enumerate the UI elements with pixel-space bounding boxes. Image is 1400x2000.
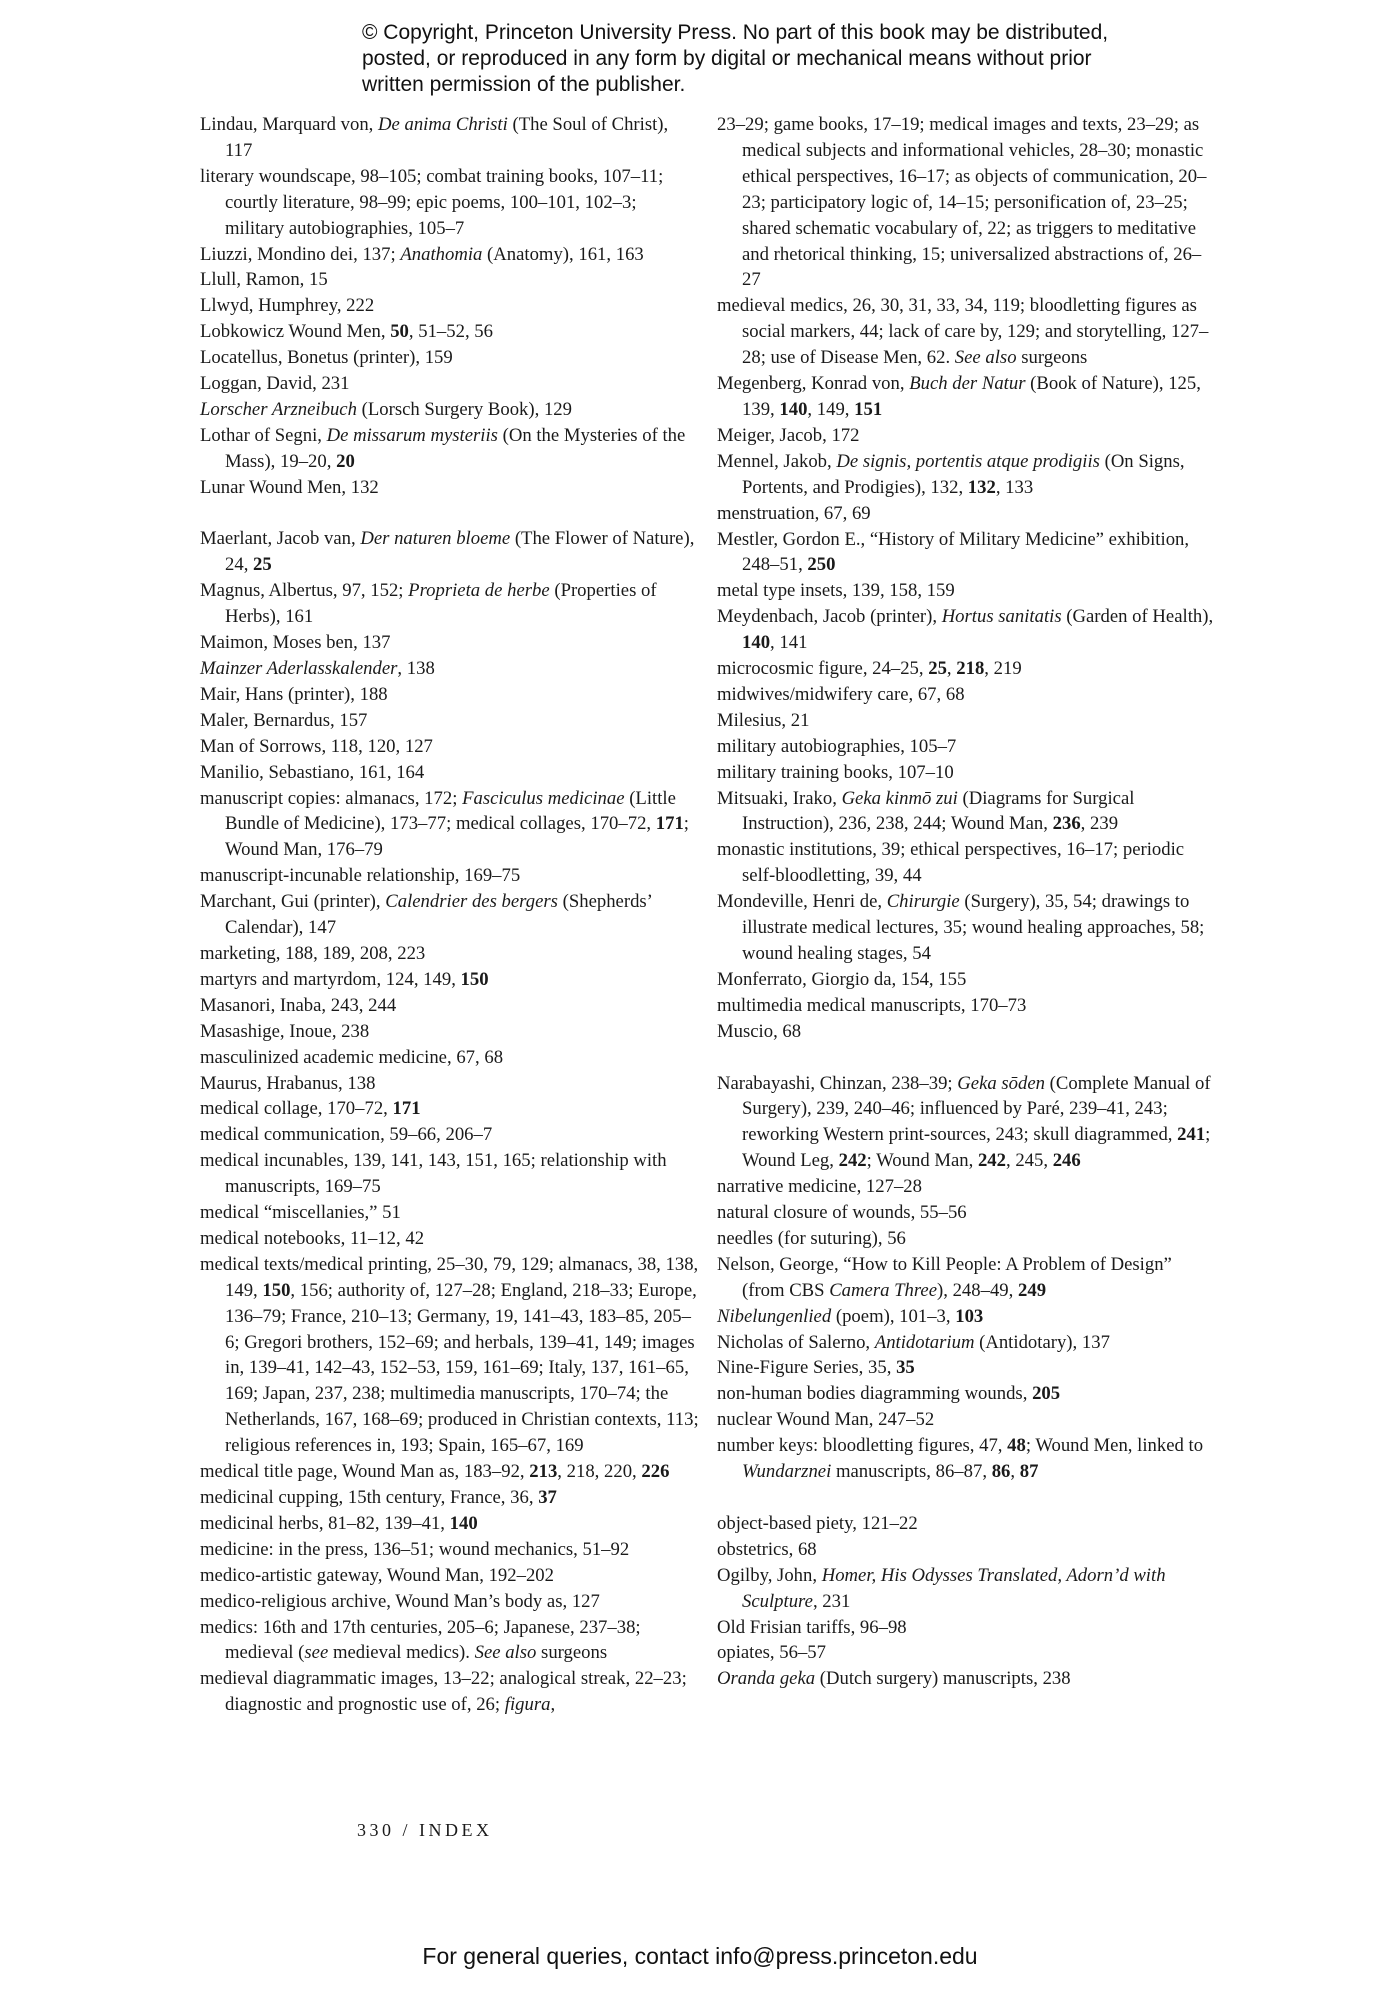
index-entry xyxy=(200,760,700,786)
index-entry xyxy=(200,1096,700,1122)
index-entry-text: Maler, Bernardus, 157 xyxy=(200,709,368,731)
index-entry xyxy=(200,371,700,397)
index-entry xyxy=(200,734,700,760)
index-entry-text: 132 xyxy=(967,476,996,498)
index-entry-text: ; Wound Leg, xyxy=(742,1124,1211,1172)
index-entry xyxy=(200,1019,700,1045)
index-entry-text: literary woundscape, 98–105; combat training books, 107–11; courtly literature, 98–99; epic poems, 100–101, 102–3; military autobiographies, 105–7 xyxy=(200,165,664,239)
index-entry-text: 37 xyxy=(538,1487,557,1509)
index-entry-text: Geka sōden xyxy=(957,1072,1045,1094)
index-entry xyxy=(717,1330,1217,1356)
index-entry-text: surgeons xyxy=(536,1642,608,1664)
index-entry xyxy=(200,242,700,268)
index-entry-text: 249 xyxy=(1018,1279,1047,1301)
index-entry-text: (Anatomy), 161, 163 xyxy=(482,243,644,265)
index-entry-text: multimedia medical manuscripts, 170–73 xyxy=(717,994,1027,1016)
index-entry xyxy=(717,1640,1217,1666)
index-entry xyxy=(200,1537,700,1563)
index-entry xyxy=(200,1226,700,1252)
index-entry-text: Proprieta de herbe xyxy=(408,580,550,602)
index-entry-text: (On Signs, Portents, and Prodigies), 132, xyxy=(742,450,1185,498)
index-entry-text: , 149, xyxy=(807,398,855,420)
index-entry-text: medical incunables, 139, 141, 143, 151, 165; relationship with manuscripts, 169–75 xyxy=(200,1150,667,1198)
index-entry xyxy=(717,449,1217,501)
index-entry xyxy=(717,1200,1217,1226)
letter-group-break xyxy=(717,1045,1217,1071)
index-entry xyxy=(717,1226,1217,1252)
index-entry-text: non-human bodies diagramming wounds, xyxy=(717,1383,1033,1405)
index-entry-text: medieval medics, 26, 30, 31, 33, 34, 119; bloodletting figures as social markers, 44; lack of care by, 129; and storytelling, 127–28; use of Disease Men, 62. xyxy=(717,295,1209,369)
index-entry-text: (Garden of Health), xyxy=(1061,606,1214,628)
index-entry-text: Mainzer Aderlasskalender xyxy=(200,658,398,680)
index-entry xyxy=(717,1537,1217,1563)
index-entry-text: Oranda geka xyxy=(717,1668,816,1690)
index-entry xyxy=(200,112,700,164)
index-entry xyxy=(200,1511,700,1537)
index-entry-text: medical communication, 59–66, 206–7 xyxy=(200,1124,493,1146)
index-entry-text: Lothar of Segni, xyxy=(200,424,327,446)
index-entry-text: , 245, xyxy=(1005,1150,1053,1172)
index-entry xyxy=(717,837,1217,889)
index-entry xyxy=(200,578,700,630)
index-entry-text: 50 xyxy=(390,321,409,343)
index-entry-text: Marchant, Gui (printer), xyxy=(200,891,386,913)
index-entry xyxy=(717,708,1217,734)
index-entry-text: , xyxy=(550,1694,556,1716)
index-entry xyxy=(200,786,700,864)
index-entry xyxy=(200,345,700,371)
index-entry-text: medieval medics). xyxy=(328,1642,475,1664)
index-column-left xyxy=(200,112,700,1718)
index-entry-text: manuscript copies: almanacs, 172; xyxy=(200,787,463,809)
index-entry xyxy=(717,1304,1217,1330)
index-entry xyxy=(717,1019,1217,1045)
index-entry-text: Man of Sorrows, 118, 120, 127 xyxy=(200,735,433,757)
index-entry-text: number keys: bloodletting figures, 47, xyxy=(717,1435,1008,1457)
index-entry-text: (Little Bundle of Medicine), 173–77; medical collages, 170–72, xyxy=(225,787,676,835)
index-entry-text: (On the Mysteries of the Mass), 19–20, xyxy=(225,424,686,472)
index-entry xyxy=(200,941,700,967)
index-entry-text: 140 xyxy=(742,632,771,654)
index-entry-text: Narabayashi, Chinzan, 238–39; xyxy=(717,1072,958,1094)
index-entry-text: Liuzzi, Mondino dei, 137; xyxy=(200,243,401,265)
index-entry xyxy=(200,1589,700,1615)
index-entry-text: Ogilby, John, xyxy=(717,1564,822,1586)
index-entry-text: De signis, portentis atque prodigiis xyxy=(836,450,1100,472)
index-entry xyxy=(717,734,1217,760)
index-entry xyxy=(200,1615,700,1667)
index-entry-text: Nicholas of Salerno, xyxy=(717,1331,875,1353)
index-entry xyxy=(200,1200,700,1226)
index-entry-text: See also xyxy=(474,1642,537,1664)
index-entry xyxy=(200,863,700,889)
index-entry xyxy=(717,1615,1217,1641)
index-entry-text: medicinal cupping, 15th century, France, 36, xyxy=(200,1487,539,1509)
index-entry-text: Der naturen bloeme xyxy=(360,528,511,550)
index-entry-text: 140 xyxy=(449,1512,478,1534)
letter-group-break xyxy=(717,1485,1217,1511)
index-entry xyxy=(717,682,1217,708)
index-entry-text: menstruation, 67, 69 xyxy=(717,502,871,524)
index-entry xyxy=(200,656,700,682)
index-entry-text: Homer, His Odysses Translated, Adorn’d with Sculpture xyxy=(742,1564,1166,1612)
index-entry-text: Mennel, Jakob, xyxy=(717,450,837,472)
index-entry-text: Locatellus, Bonetus (printer), 159 xyxy=(200,347,453,369)
index-entry-text: Chirurgie xyxy=(886,891,960,913)
index-entry-text: 236 xyxy=(1052,813,1081,835)
index-entry xyxy=(717,112,1217,293)
index-entry xyxy=(200,1045,700,1071)
index-entry-text: Mair, Hans (printer), 188 xyxy=(200,683,388,705)
footer-contact: For general queries, contact info@press.princeton.edu xyxy=(422,1943,978,1969)
index-entry-text: military training books, 107–10 xyxy=(717,761,954,783)
index-entry xyxy=(200,889,700,941)
index-entry-text: manuscript-incunable relationship, 169–75 xyxy=(200,865,521,887)
index-entry xyxy=(200,630,700,656)
index-entry-text: midwives/midwifery care, 67, 68 xyxy=(717,683,965,705)
index-entry xyxy=(717,1174,1217,1200)
index-entry-text: (Shepherds’ Calendar), 147 xyxy=(225,891,652,939)
index-entry xyxy=(200,423,700,475)
index-entry-text: Hortus sanitatis xyxy=(941,606,1062,628)
index-entry-text: (Surgery), 35, 54; drawings to illustrate medical lectures, 35; wound healing approaches, 58; wound healing stages, 54 xyxy=(742,891,1205,964)
index-entry-text: See also xyxy=(954,347,1017,369)
copyright-notice: © Copyright, Princeton University Press. No part of this book may be distributed, posted, or reproduced in any form by digital or mechanical means without prior written permission of the publisher. xyxy=(362,21,1109,96)
index-entry-text: Meydenbach, Jacob (printer), xyxy=(717,606,942,628)
index-entry-text: 25 xyxy=(928,658,947,680)
index-entry-text: medieval diagrammatic images, 13–22; analogical streak, 22–23; diagnostic and prognostic use of, 26; xyxy=(200,1668,687,1716)
index-entry-text: Nibelungenlied xyxy=(717,1305,832,1327)
index-entry-text: 23–29; game books, 17–19; medical images and texts, 23–29; as medical subjects and informational vehicles, 28–30; monastic ethical perspectives, 16–17; as objects of communication, 20–23; participatory logic of, 14–15; personification of, 23–25; shared schematic vocabulary of, 22; as triggers to meditative and rhetorical thinking, 15; universalized abstractions of, 26–27 xyxy=(717,114,1207,291)
index-entry-text: Masanori, Inaba, 243, 244 xyxy=(200,994,397,1016)
index-entry xyxy=(717,1355,1217,1381)
index-entry-text: 246 xyxy=(1052,1150,1081,1172)
index-entry-text: obstetrics, 68 xyxy=(717,1538,817,1560)
index-entry-text: marketing, 188, 189, 208, 223 xyxy=(200,942,426,964)
index-entry xyxy=(717,1252,1217,1304)
index-entry-text: opiates, 56–57 xyxy=(717,1642,826,1664)
index-entry xyxy=(717,578,1217,604)
index-entry xyxy=(200,397,700,423)
index-entry-text: , 218, 220, xyxy=(557,1461,642,1483)
index-entry-text: , 51–52, 56 xyxy=(408,321,493,343)
index-entry-text: nuclear Wound Man, 247–52 xyxy=(717,1409,935,1431)
index-entry-text: (The Soul of Christ), 117 xyxy=(225,114,669,161)
index-entry-text: (Book of Nature), 125, 139, xyxy=(742,373,1201,420)
index-entry xyxy=(717,1666,1217,1692)
index-entry-text: Camera Three xyxy=(829,1279,938,1301)
index-entry xyxy=(717,1511,1217,1537)
index-entry-text: 35 xyxy=(896,1357,915,1379)
index-entry-text: medical collage, 170–72, xyxy=(200,1098,393,1120)
index-entry-text: (Complete Manual of Surgery), 239, 240–46; influenced by Paré, 239–41, 243; reworking Western print-sources, 243; skull diagrammed, xyxy=(742,1072,1211,1146)
index-entry-text: Nine-Figure Series, 35, xyxy=(717,1357,897,1379)
index-entry-text: medical “miscellanies,” 51 xyxy=(200,1202,401,1224)
index-entry-text: ; Wound Man, xyxy=(866,1150,978,1172)
index-entry-text: (Properties of Herbs), 161 xyxy=(225,580,657,628)
index-entry-text: Old Frisian tariffs, 96–98 xyxy=(717,1616,907,1638)
index-entry-text: 241 xyxy=(1177,1124,1206,1146)
index-entry-text: (Antidotary), 137 xyxy=(974,1331,1110,1353)
index-entry-text: medico-artistic gateway, Wound Man, 192–202 xyxy=(200,1564,554,1586)
index-entry-text: Nelson, George, “How to Kill People: A Problem of Design” (from CBS xyxy=(717,1253,1172,1301)
index-entry-text: natural closure of wounds, 55–56 xyxy=(717,1202,967,1224)
index-entry-text: 151 xyxy=(854,398,883,420)
index-entry xyxy=(200,1563,700,1589)
index-entry xyxy=(200,682,700,708)
index-entry-text: 103 xyxy=(955,1305,984,1327)
index-entry xyxy=(717,1563,1217,1615)
index-entry-text: 86 xyxy=(991,1461,1011,1483)
index-entry-text: (Lorsch Surgery Book), 129 xyxy=(356,398,572,420)
index-entry-text: Mitsuaki, Irako, xyxy=(717,787,842,809)
index-entry xyxy=(200,1122,700,1148)
index-entry-text: Mestler, Gordon E., “History of Military Medicine” exhibition, 248–51, xyxy=(717,528,1190,576)
index-entry-text: martyrs and martyrdom, 124, 149, xyxy=(200,968,461,990)
index-entry-text: 250 xyxy=(807,554,836,576)
index-entry-text: microcosmic figure, 24–25, xyxy=(717,658,929,680)
index-entry-text: 150 xyxy=(262,1279,291,1301)
index-entry-text: needles (for suturing), 56 xyxy=(717,1227,906,1249)
index-entry-text: De missarum mysteriis xyxy=(326,424,498,446)
index-entry-text: , 219 xyxy=(984,658,1022,680)
index-entry-text: medics: 16th and 17th centuries, 205–6; Japanese, 237–38; medieval ( xyxy=(200,1616,641,1664)
index-entry-text: Lindau, Marquard von, xyxy=(200,114,379,135)
index-entry xyxy=(717,786,1217,838)
index-entry xyxy=(200,1148,700,1200)
index-entry-text: monastic institutions, 39; ethical perspectives, 16–17; periodic self-bloodletting, 39, 44 xyxy=(717,839,1185,887)
index-entry-text: 140 xyxy=(779,398,808,420)
index-entry xyxy=(717,1381,1217,1407)
index-entry-text: Fasciculus medicinae xyxy=(462,787,625,809)
index-entry-text: 242 xyxy=(838,1150,867,1172)
index-entry-text: 150 xyxy=(460,968,489,990)
index-entry-text: (The Flower of Nature), 24, xyxy=(225,528,695,576)
index-entry-text: surgeons xyxy=(1016,347,1088,369)
index-entry xyxy=(200,967,700,993)
index-entry xyxy=(200,1666,700,1718)
index-entry-text: 171 xyxy=(392,1098,421,1120)
index-entry-text: metal type insets, 139, 158, 159 xyxy=(717,580,955,602)
index-entry xyxy=(717,760,1217,786)
index-entry-text: Geka kinmō zui xyxy=(841,787,958,809)
index-entry-text: Lorscher Arzneibuch xyxy=(200,398,357,420)
index-entry-text: , 138 xyxy=(397,658,435,680)
index-entry xyxy=(200,993,700,1019)
index-entry-text: ; Wound Men, linked to xyxy=(1025,1435,1204,1457)
index-entry-text: medicine: in the press, 136–51; wound mechanics, 51–92 xyxy=(200,1538,630,1560)
index-entry-text: ; Wound Man, 176–79 xyxy=(225,813,689,861)
index-entry-text: Magnus, Albertus, 97, 152; xyxy=(200,580,409,602)
index-entry xyxy=(200,708,700,734)
index-entry-text: Maerlant, Jacob van, xyxy=(200,528,361,550)
index-entry-text: Llwyd, Humphrey, 222 xyxy=(200,295,375,317)
index-entry-text: Buch der Natur xyxy=(909,373,1026,395)
index-entry-text: 213 xyxy=(529,1461,558,1483)
index-entry-text: Maurus, Hrabanus, 138 xyxy=(200,1072,376,1094)
index-entry xyxy=(200,475,700,501)
index-entry-text: Manilio, Sebastiano, 161, 164 xyxy=(200,761,425,783)
index-entry-text: Milesius, 21 xyxy=(717,709,810,731)
index-entry-text: Maimon, Moses ben, 137 xyxy=(200,632,391,654)
index-entry xyxy=(717,967,1217,993)
index-entry-text: (Dutch surgery) manuscripts, 238 xyxy=(815,1668,1071,1690)
index-entry xyxy=(717,656,1217,682)
index-entry-text: Llull, Ramon, 15 xyxy=(200,269,328,291)
index-entry xyxy=(200,1252,700,1459)
index-entry-text: , 231 xyxy=(812,1590,851,1612)
index-entry-text: Antidotarium xyxy=(874,1331,975,1353)
page-folio: 330 / INDEX xyxy=(357,1820,493,1840)
index-entry-text: , 133 xyxy=(995,476,1034,498)
index-column-right xyxy=(717,112,1217,1692)
index-entry-text: Megenberg, Konrad von, xyxy=(717,373,910,395)
index-entry-text: 205 xyxy=(1032,1383,1061,1405)
index-entry-text: , xyxy=(946,658,957,680)
index-entry xyxy=(717,993,1217,1019)
index-entry xyxy=(200,267,700,293)
index-entry-text: , 239 xyxy=(1080,813,1119,835)
index-entry-text: Lunar Wound Men, 132 xyxy=(200,476,379,498)
index-entry-text: medico-religious archive, Wound Man’s body as, 127 xyxy=(200,1590,600,1612)
index-entry-text: masculinized academic medicine, 67, 68 xyxy=(200,1046,504,1068)
index-entry-text: , xyxy=(1010,1461,1020,1483)
index-entry xyxy=(717,889,1217,967)
index-entry-text: 171 xyxy=(655,813,684,835)
index-entry-text: , 156; authority of, 127–28; England, 218–33; Europe, 136–79; France, 210–13; Germany, 19, 141–43, 183–85, 205–6; Gregori brothers, 152–69; and herbals, 139–41, 149; images in, 139–41, 142–43, 152–53, 159, 161–69; Italy, 137, 161–65, 169; Japan, 237, 238; multimedia manuscripts, 170–74; the Netherlands, 167, 168–69; produced in Christian contexts, 113; religious references in, 193; Spain, 165–67, 169 xyxy=(225,1279,699,1457)
index-entry xyxy=(200,1071,700,1097)
index-entry-text: manuscripts, 86–87, xyxy=(831,1461,992,1483)
index-entry-text: Meiger, Jacob, 172 xyxy=(717,424,860,446)
index-entry xyxy=(717,604,1217,656)
index-entry-text: Calendrier des bergers xyxy=(385,891,558,913)
index-entry xyxy=(717,1407,1217,1433)
index-entry xyxy=(717,501,1217,527)
index-entry xyxy=(200,164,700,242)
index-entry-text: medical title page, Wound Man as, 183–92, xyxy=(200,1461,530,1483)
index-entry-text: 87 xyxy=(1019,1461,1039,1483)
index-entry-text: Mondeville, Henri de, xyxy=(717,891,887,913)
index-entry xyxy=(200,1459,700,1485)
index-entry-text: , 141 xyxy=(770,632,808,654)
index-entry-text: Lobkowicz Wound Men, xyxy=(200,321,391,343)
index-entry-text: medical texts/medical printing, 25–30, 79, 129; almanacs, 38, 138, 149, xyxy=(200,1253,699,1301)
index-entry-text: 242 xyxy=(977,1150,1006,1172)
index-entry-text: ), 248–49, xyxy=(937,1279,1018,1301)
index-entry-text: narrative medicine, 127–28 xyxy=(717,1176,922,1198)
index-entry xyxy=(200,293,700,319)
index-entry-text: (Diagrams for Surgical Instruction), 236, 238, 244; Wound Man, xyxy=(742,787,1135,835)
index-entry-text: 226 xyxy=(641,1461,670,1483)
index-entry-text: medical notebooks, 11–12, 42 xyxy=(200,1227,425,1249)
index-entry-text: 218 xyxy=(956,658,985,680)
index-entry-text: object-based piety, 121–22 xyxy=(717,1512,918,1534)
index-entry-text: figura xyxy=(504,1694,551,1716)
index-entry-text: Loggan, David, 231 xyxy=(200,373,350,395)
index-entry xyxy=(200,319,700,345)
index-entry-text: 48 xyxy=(1007,1435,1026,1457)
index-entry xyxy=(717,1433,1217,1485)
index-entry-text: 25 xyxy=(253,554,272,576)
index-entry-text: Monferrato, Giorgio da, 154, 155 xyxy=(717,968,967,990)
index-entry-text: 20 xyxy=(336,450,355,472)
index-entry xyxy=(717,293,1217,371)
index-entry xyxy=(717,371,1217,423)
index-entry-text: Wundarznei xyxy=(742,1461,832,1483)
index-entry xyxy=(200,526,700,578)
index-entry-text: see xyxy=(304,1642,329,1664)
index-entry xyxy=(717,1071,1217,1175)
letter-group-break xyxy=(200,501,700,527)
index-entry-text: Anathomia xyxy=(400,243,483,265)
index-entry xyxy=(717,527,1217,579)
index-entry-text: military autobiographies, 105–7 xyxy=(717,735,957,757)
index-entry-text: (poem), 101–3, xyxy=(831,1305,956,1327)
index-entry xyxy=(717,423,1217,449)
index-entry-text: medicinal herbs, 81–82, 139–41, xyxy=(200,1512,450,1534)
index-entry-text: Masashige, Inoue, 238 xyxy=(200,1020,370,1042)
index-entry-text: Muscio, 68 xyxy=(717,1020,802,1042)
index-entry-text: De anima Christi xyxy=(378,114,508,135)
index-entry xyxy=(200,1485,700,1511)
